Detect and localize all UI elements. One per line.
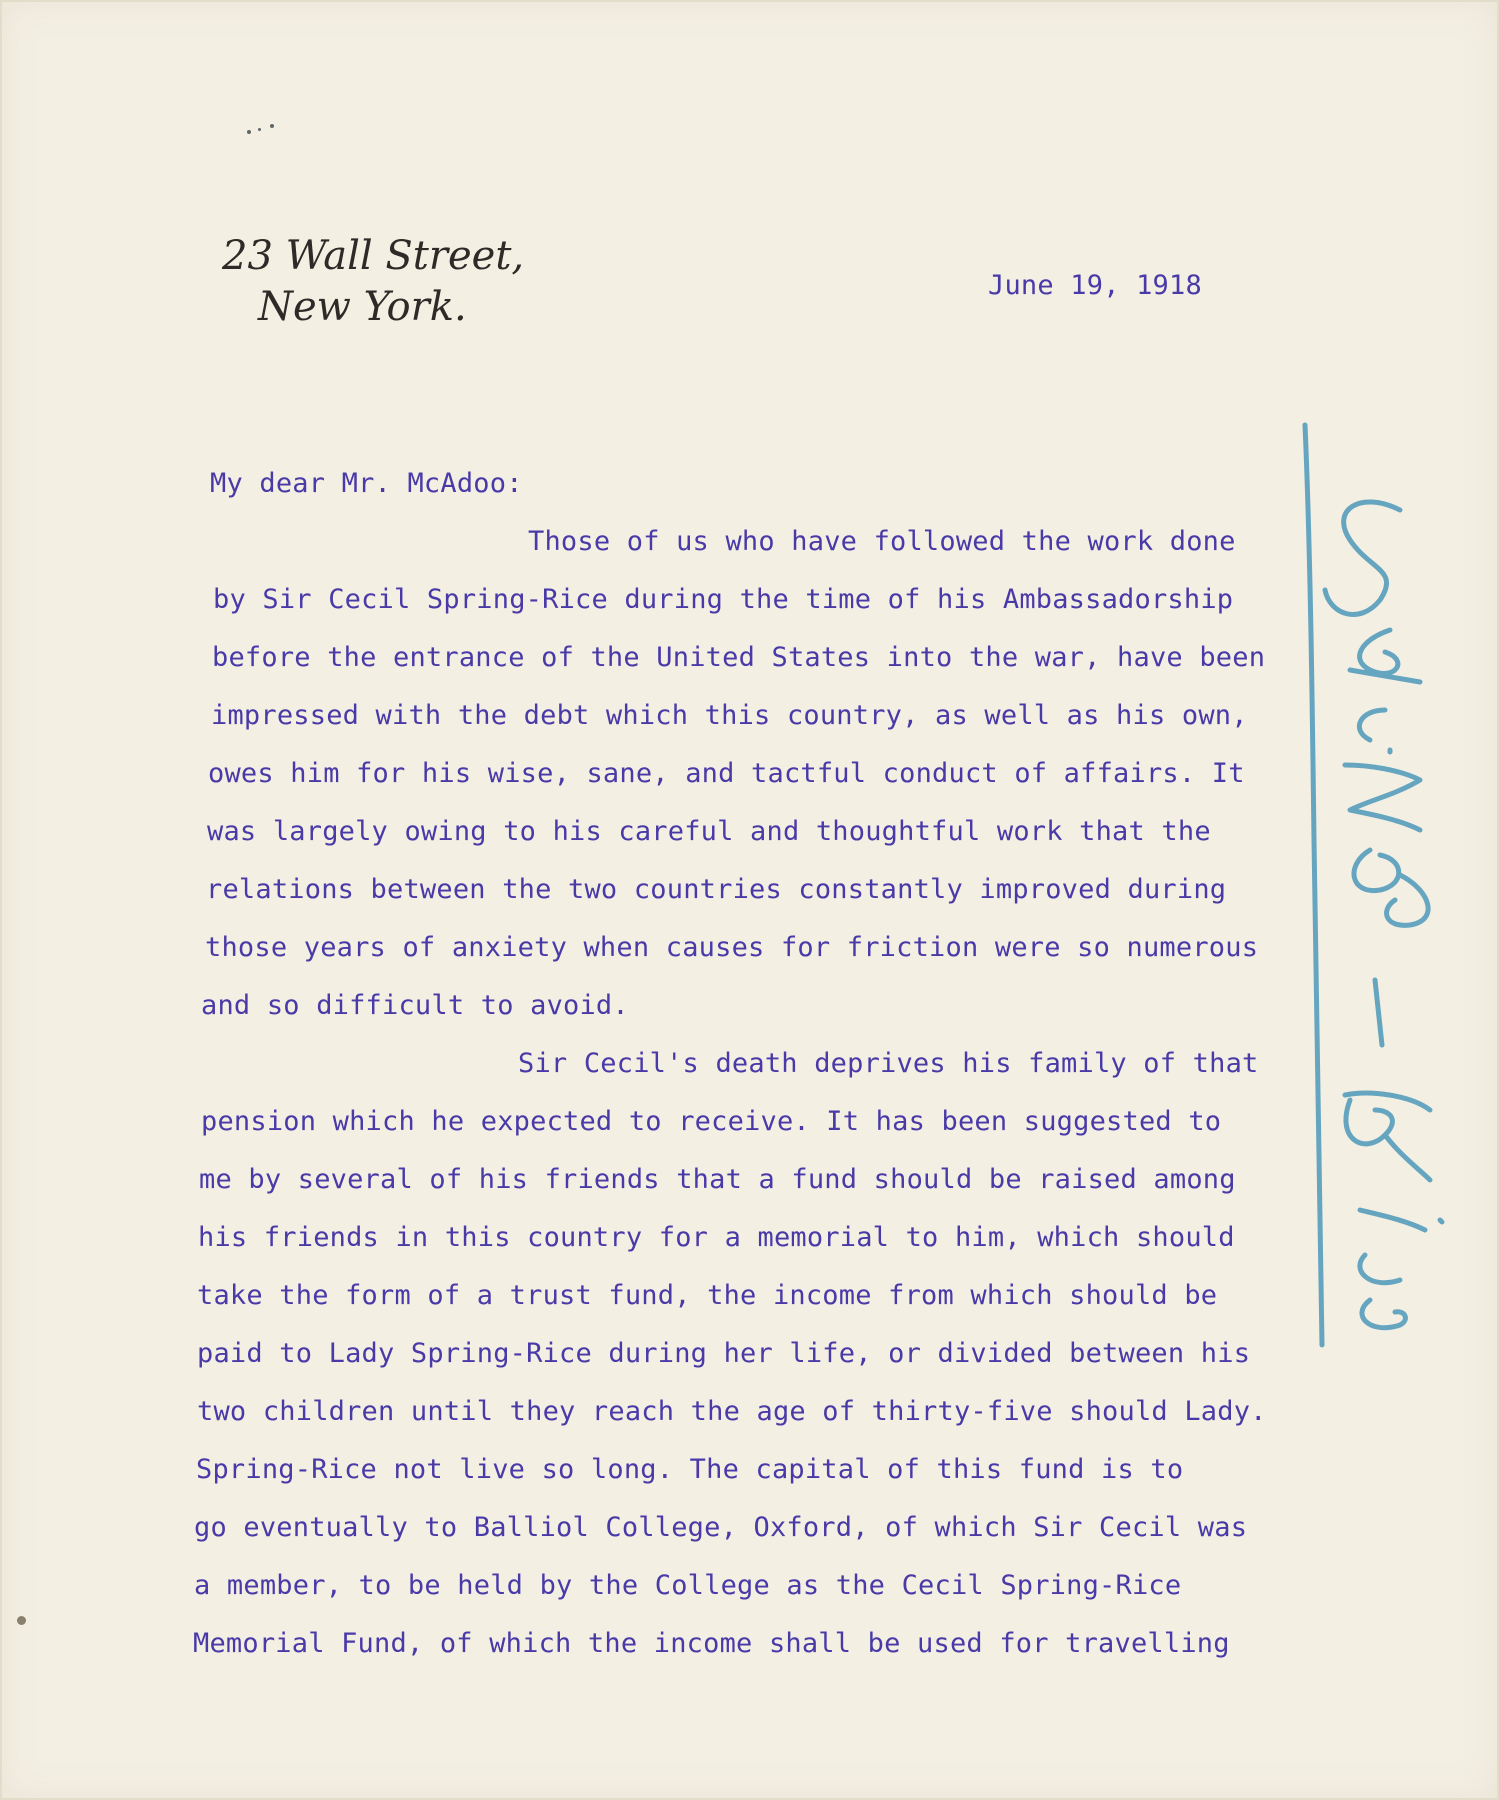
body-line: was largely owing to his careful and thoughtful work that the (207, 816, 1211, 847)
salutation: My dear Mr. McAdoo: (210, 468, 523, 499)
paper-speck (258, 128, 261, 131)
body-line: take the form of a trust fund, the income from which should be (197, 1280, 1218, 1311)
body-line: Sir Cecil's death deprives his family of that (518, 1048, 1259, 1079)
body-line: me by several of his friends that a fund should be raised among (199, 1164, 1236, 1195)
body-line: Memorial Fund, of which the income shall be used for travelling (193, 1628, 1230, 1659)
letter-date: June 19, 1918 (988, 270, 1202, 301)
body-line: pension which he expected to receive. It has been suggested to (201, 1106, 1222, 1137)
body-line: two children until they reach the age of thirty-five should Lady. (197, 1396, 1267, 1427)
letterhead-city-line: New York. (258, 284, 467, 330)
body-line: relations between the two countries constantly improved during (206, 874, 1227, 905)
paper-speck (247, 130, 251, 134)
body-line: paid to Lady Spring-Rice during her life, or divided between his (197, 1338, 1251, 1369)
body-line: before the entrance of the United States into the war, have been (212, 642, 1266, 673)
body-line: Those of us who have followed the work done (528, 526, 1236, 557)
body-line: his friends in this country for a memorial to him, which should (198, 1222, 1235, 1253)
body-line: by Sir Cecil Spring-Rice during the time of his Ambassadorship (213, 584, 1234, 615)
body-line: impressed with the debt which this country, as well as his own, (211, 700, 1248, 731)
body-line: those years of anxiety when causes for friction were so numerous (205, 932, 1259, 963)
paper-speck (270, 124, 274, 128)
handwritten-annotation-drawing (1290, 420, 1460, 1350)
body-line: a member, to be held by the College as the Cecil Spring-Rice (194, 1570, 1182, 1601)
body-line: Spring-Rice not live so long. The capital of this fund is to (196, 1454, 1184, 1485)
body-line: go eventually to Balliol College, Oxford, of which Sir Cecil was (194, 1512, 1248, 1543)
body-line: and so difficult to avoid. (201, 990, 629, 1021)
body-line: owes him for his wise, sane, and tactful conduct of affairs. It (208, 758, 1245, 789)
letterhead-address-line: 23 Wall Street, (222, 233, 525, 279)
handwritten-annotation (1290, 420, 1460, 1350)
paper-speck (17, 1616, 26, 1625)
